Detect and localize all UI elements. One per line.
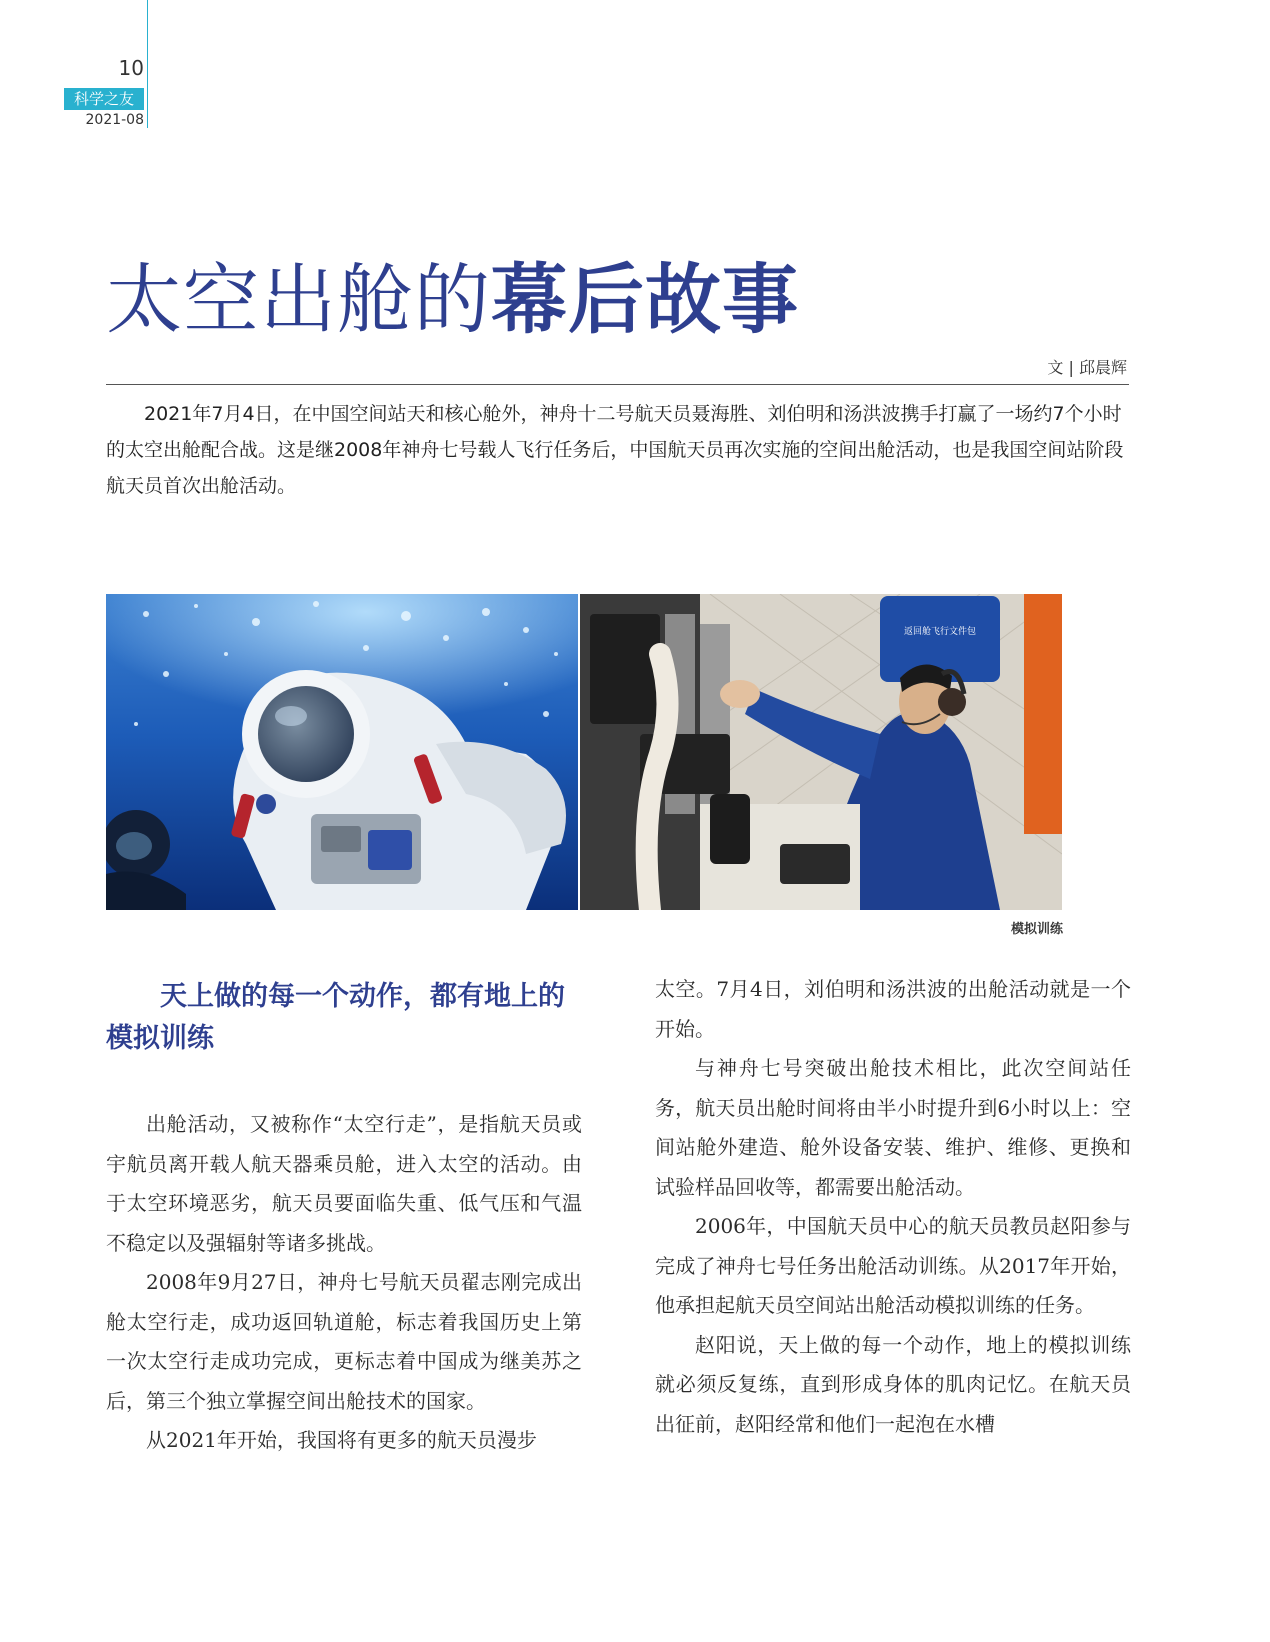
title-light-part: 太空出舱的 [106, 255, 491, 344]
article-title [106, 250, 799, 350]
author-byline: 文 | 邱晨辉 [1047, 358, 1127, 377]
underwater-training-photo [106, 594, 578, 910]
continued-paragraph: 太空。7月4日，刘伯明和汤洪波的出舱活动就是一个开始。 [655, 977, 1131, 1041]
body-paragraph: 2008年9月27日，神舟七号航天员翟志刚完成出舱太空行走，成功返回轨道舱，标志着我国历史上第一次太空行走成功完成，更标志着中国成为继美苏之后，第三个独立掌握空间出舱技术的国家。 [106, 1270, 582, 1413]
left-column [106, 970, 582, 1461]
right-column [655, 970, 1131, 1444]
title-bold-part: 幕后故事 [491, 255, 799, 344]
body-paragraph: 与神舟七号突破出舱技术相比，此次空间站任务，航天员出舱时间将由半小时提升到6小时以上：空间站舱外建造、舱外设备安装、维护、维修、更换和试验样品回收等，都需要出舱活动。 [655, 1056, 1131, 1199]
title-rule [106, 384, 1129, 385]
page-number: 10 [118, 56, 144, 80]
flight-document-bag-label: 返回舱飞行文件包 [903, 627, 977, 637]
body-paragraph: 赵阳说，天上做的每一个动作，地上的模拟训练就必须反复练，直到形成身体的肌肉记忆。在航天员出征前，赵阳经常和他们一起泡在水槽 [655, 1332, 1131, 1436]
header-divider-line [147, 0, 148, 128]
section-subheading: 天上做的每一个动作，都有地上的模拟训练 [106, 981, 565, 1054]
lead-paragraph: 2021年7月4日，在中国空间站天和核心舱外，神舟十二号航天员聂海胜、刘伯明和汤洪波携手打赢了一场约7个小时的太空出舱配合战。这是继2008年神舟七号载人飞行任务后，中国航天员再次实施的空间出舱活动，也是我国空间站阶段航天员首次出舱活动。 [106, 403, 1124, 497]
simulator-training-photo [580, 594, 1062, 910]
issue-date: 2021-08 [85, 112, 144, 128]
body-paragraph: 出舱活动，又被称作“太空行走”，是指航天员或宇航员离开载人航天器乘员舱，进入太空的活动。由于太空环境恶劣，航天员要面临失重、低气压和气温不稳定以及强辐射等诸多挑战。 [106, 1112, 582, 1255]
magazine-name-badge: 科学之友 [64, 88, 144, 110]
photo-caption: 模拟训练 [1010, 922, 1063, 937]
body-paragraph: 从2021年开始，我国将有更多的航天员漫步 [146, 1428, 537, 1452]
body-paragraph: 2006年，中国航天员中心的航天员教员赵阳参与完成了神舟七号任务出舱活动训练。从2017年开始，他承担起航天员空间站出舱活动模拟训练的任务。 [655, 1214, 1131, 1317]
